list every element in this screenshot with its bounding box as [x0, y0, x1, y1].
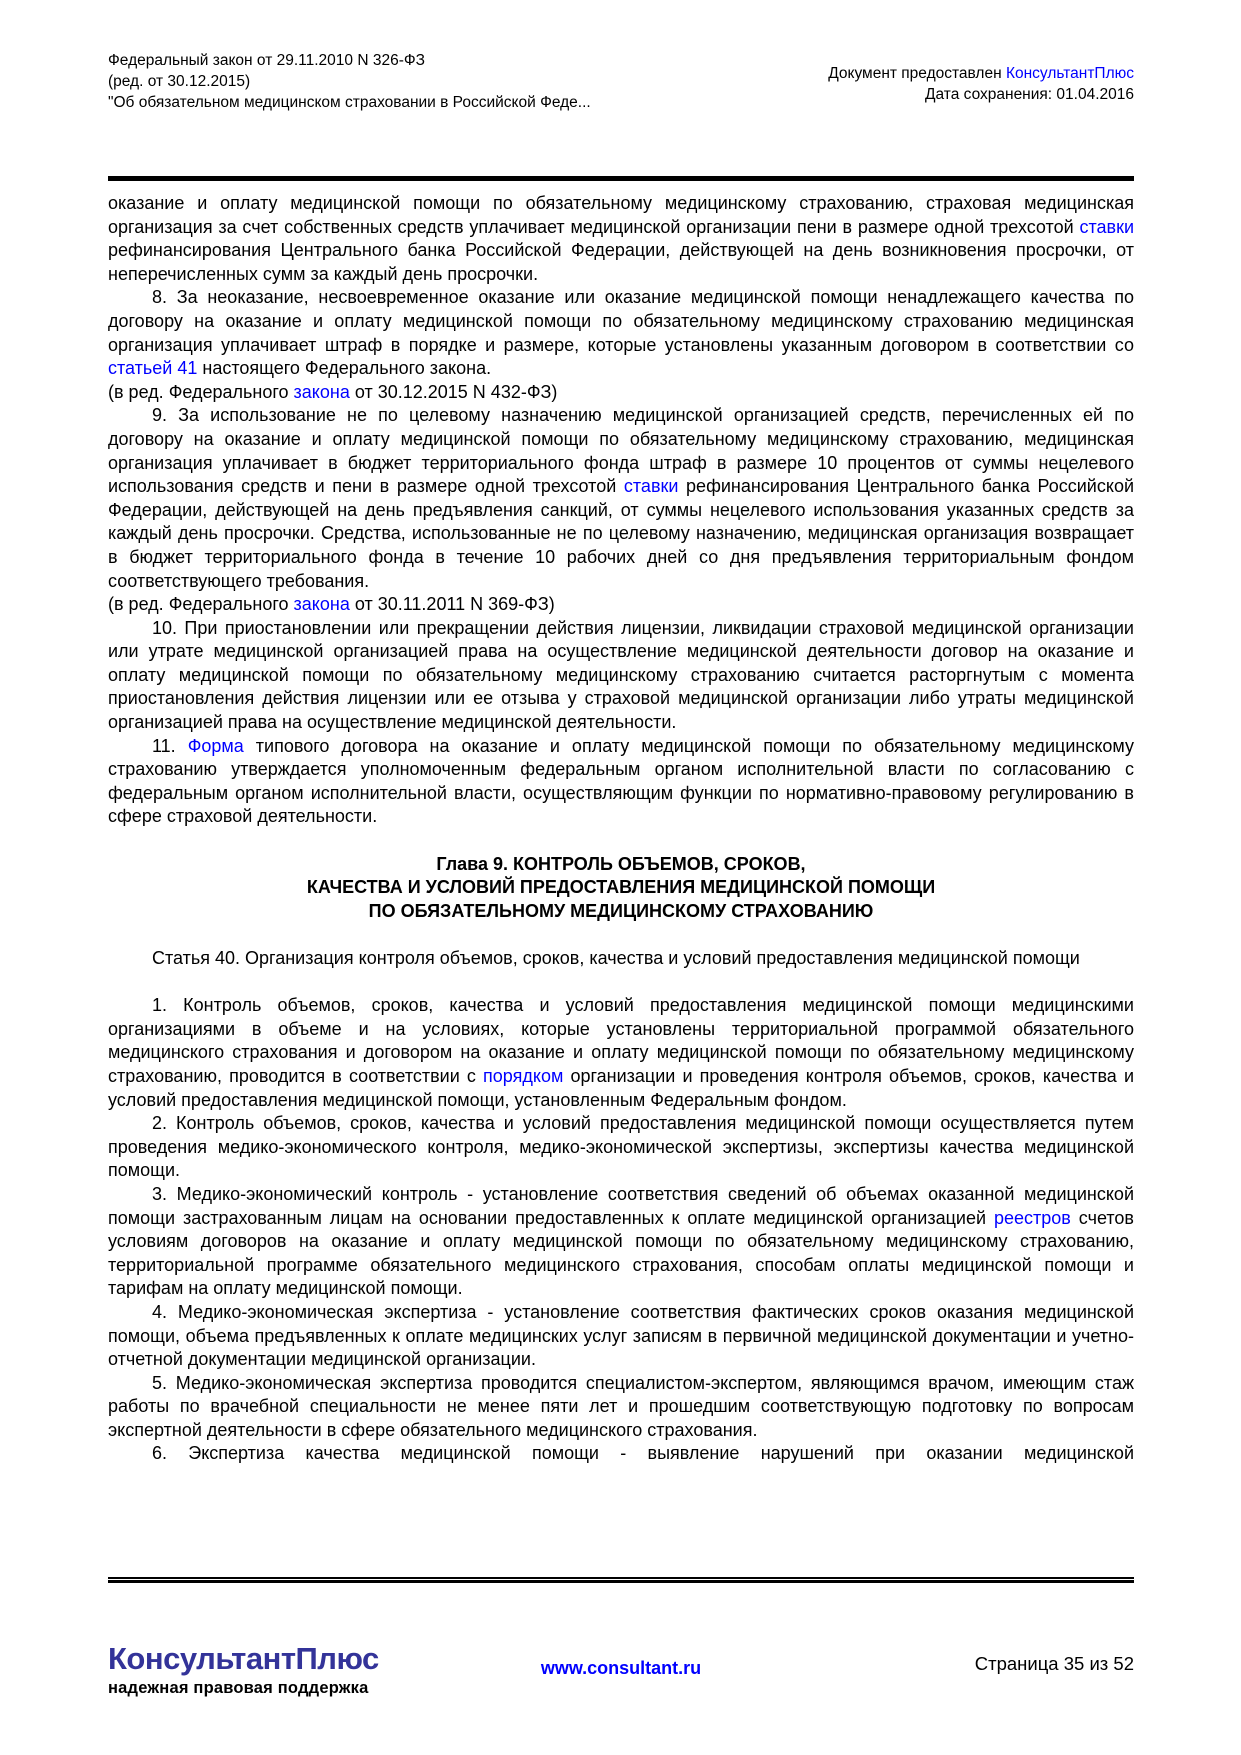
inline-doc-link[interactable]: порядком: [483, 1065, 564, 1086]
inline-doc-link[interactable]: закона: [293, 594, 350, 615]
provided-by-line: [828, 63, 1134, 84]
paragraph-10: 2. Контроль объемов, сроков, качества и условий предоставления медицинской помощи осуществляется путем проведения медико-экономического контроля, медико-экономической экспертизы, экспертизы качества медицинской помощи.: [108, 1113, 1134, 1181]
paragraph-11: 3. Медико-экономический контроль - установление соответствия сведений об объемах оказанной медицинской помощи застрахованным лицам на основании предоставленных к оплате медицинской организацией реестров счетов условиям договоров на оказание и оплату медицинской помощи по обязательному медицинскому страхованию, территориальной программе обязательного медицинского страхования, способам оплаты медицинской помощи и тарифам на оплату медицинской помощи.: [108, 1183, 1134, 1299]
paragraph-14: 6. Экспертиза качества медицинской помощи - выявление нарушений при оказании медицинской: [152, 1443, 1134, 1464]
inline-doc-link[interactable]: ставки: [623, 476, 679, 497]
consultantplus-header-link[interactable]: КонсультантПлюс: [1005, 65, 1134, 82]
footer-rule-bottom-line: [108, 1580, 1134, 1583]
brand-tagline: надежная правовая поддержка: [108, 1678, 369, 1697]
inline-doc-link[interactable]: ставки: [1079, 216, 1134, 237]
paragraph-9: 1. Контроль объемов, сроков, качества и условий предоставления медицинской помощи медицинскими организациями в объеме и на условиях, которые установлены территориальной программой обязательного медицинского страхования и договором на оказание и оплату медицинской помощи по обязательному медицинскому страхованию, проводится в соответствии с порядком организации и проведения контроля объемов, сроков, качества и условий предоставления медицинской помощи, установленным Федеральным фондом.: [108, 995, 1134, 1110]
document-body: [108, 192, 1134, 1576]
article-title: Статья 40. Организация контроля объемов, сроков, качества и условий предоставления медицинской помощи: [152, 948, 1080, 968]
footer-rule: [108, 1577, 1134, 1583]
document-header-title: [108, 50, 728, 113]
amendment-note: (в ред. Федерального закона от 30.12.2015 N 432-ФЗ): [108, 381, 558, 402]
paragraph-13: 5. Медико-экономическая экспертиза проводится специалистом-экспертом, являющимся врачом, имеющим стаж работы по врачебной специальности не менее пяти лет и прошедшим соответствующую подготовку по вопросам экспертной деятельности в сфере обязательного медицинского страхования.: [108, 1372, 1134, 1440]
inline-doc-link[interactable]: Форма: [187, 735, 244, 756]
paragraph-1: 8. За неоказание, несвоевременное оказание или оказание медицинской помощи ненадлежащего качества по договору на оказание и оплату медицинской помощи по обязательному медицинскому страхованию медицинская организация уплачивает штраф в порядке и размере, которые установлены указанным договором в соответствии со статьей 41 настоящего Федерального закона.: [108, 287, 1134, 379]
consultantplus-logo: КонсультантПлюс: [108, 1641, 379, 1676]
document-header-meta: [828, 63, 1134, 105]
paragraph-3: 9. За использование не по целевому назначению медицинской организацией средств, перечисленных ей по договору на оказание и оплату медицинской помощи по обязательному медицинскому страхованию, медицинская организация уплачивает в бюджет территориального фонда штраф в размере 10 процентов от суммы нецелевого использования средств и пени в размере одной трехсотой ставки рефинансирования Центрального банка Российской Федерации, действующей на день предъявления санкций, от суммы нецелевого использования указанных средств за каждый день просрочки. Средства, использованные не по целевому назначению, медицинская организация возвращает в бюджет территориального фонда в течение 10 рабочих дней со дня предъявления территориальным фондом соответствующего требования.: [108, 405, 1134, 591]
inline-doc-link[interactable]: статьей 41: [108, 358, 198, 379]
inline-doc-link[interactable]: реестров: [993, 1207, 1071, 1228]
doc-title-line2: (ред. от 30.12.2015): [108, 73, 251, 90]
chapter-heading: Глава 9. КОНТРОЛЬ ОБЪЕМОВ, СРОКОВ, КАЧЕСТВА И УСЛОВИЙ ПРЕДОСТАВЛЕНИЯ МЕДИЦИНСКОЙ ПОМОЩИ ПО ОБЯЗАТЕЛЬНОМУ МЕДИЦИНСКОМУ СТРАХОВАНИЮ: [306, 853, 936, 921]
paragraph-0: оказание и оплату медицинской помощи по обязательному медицинскому страхованию, страховая медицинская организация за счет собственных средств уплачивает медицинской организации пени в размере одной трехсотой ставки рефинансирования Центрального банка Российской Федерации, действующей на день возникновения просрочки, от неперечисленных сумм за каждый день просрочки.: [108, 193, 1134, 284]
paragraph-6: 11. Форма типового договора на оказание и оплату медицинской помощи по обязательному медицинскому страхованию утверждается уполномоченным федеральным органом исполнительной власти по согласованию с федеральным органом исполнительной власти, осуществляющим функции по нормативно-правовому регулированию в сфере страховой деятельности.: [108, 735, 1134, 827]
header-rule: [108, 176, 1134, 181]
paragraph-5: 10. При приостановлении или прекращении действия лицензии, ликвидации страховой медицинской организации или утрате медицинской организацией права на осуществление медицинской деятельности договор на оказание и оплату медицинской помощи по обязательному медицинскому страхованию считается расторгнутым с момента приостановления действия лицензии или ее отзыва у страховой медицинской организации либо утраты медицинской организацией права на осуществление медицинской деятельности.: [108, 617, 1134, 733]
saved-date-label: Дата сохранения: 01.04.2016: [925, 86, 1134, 103]
doc-title-line3: "Об обязательном медицинском страховании в Российской Феде...: [108, 94, 591, 111]
page-number: Страница 35 из 52: [974, 1653, 1134, 1674]
doc-title-line1: Федеральный закон от 29.11.2010 N 326-ФЗ: [108, 52, 426, 69]
amendment-note: (в ред. Федерального закона от 30.11.2011 N 369-ФЗ): [108, 594, 555, 615]
consultant-url-link[interactable]: www.consultant.ru: [540, 1658, 702, 1678]
provided-by-label: Документ предоставлен: [828, 65, 1006, 82]
inline-doc-link[interactable]: закона: [293, 381, 350, 402]
paragraph-12: 4. Медико-экономическая экспертиза - установление соответствия фактических сроков оказания медицинской помощи, объема предъявленных к оплате медицинских услуг записям в первичной медицинской документации и учетно-отчетной документации медицинской организации.: [108, 1301, 1134, 1370]
